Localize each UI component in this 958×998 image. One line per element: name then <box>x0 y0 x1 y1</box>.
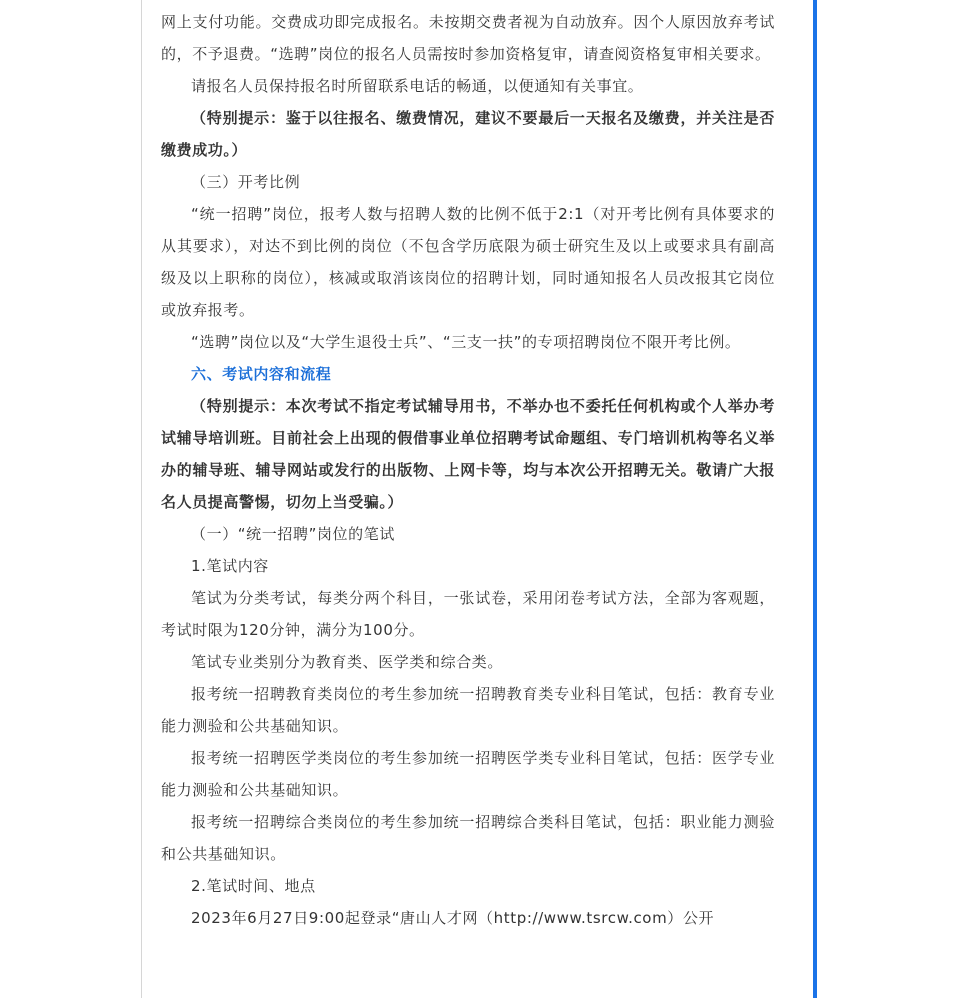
item-written-content: 1.笔试内容 <box>191 557 269 575</box>
paragraph-login-date: 2023年6月27日9:00起登录“唐山人才网（http://www.tsrcw.com）公开 <box>191 909 715 927</box>
article-content <box>161 6 775 934</box>
paragraph-contact: 请报名人员保持报名时所留联系电话的畅通，以便通知有关事宜。 <box>191 77 644 95</box>
special-notice-exam: （特别提示：本次考试不指定考试辅导用书，不举办也不委托任何机构或个人举办考试辅导培训班。目前社会上出现的假借事业单位招聘考试命题组、专门培训机构等名义举办的辅导班、辅导网站或发行的出版物、上网卡等，均与本次公开招聘无关。敬请广大报名人员提高警惕，切勿上当受骗。） <box>161 397 775 511</box>
subheading-exam-ratio: （三）开考比例 <box>191 173 301 191</box>
paragraph-payment: 网上支付功能。交费成功即完成报名。未按期交费者视为自动放弃。因个人原因放弃考试的，不予退费。“选聘”岗位的报名人员需按时参加资格复审，请查阅资格复审相关要求。 <box>161 13 775 63</box>
paragraph-exam-format: 笔试为分类考试，每类分两个科目，一张试卷，采用闭卷考试方法，全部为客观题，考试时限为120分钟，满分为100分。 <box>161 589 775 639</box>
paragraph-medical-category: 报考统一招聘医学类岗位的考生参加统一招聘医学类专业科目笔试，包括：医学专业能力测验和公共基础知识。 <box>161 749 775 799</box>
paragraph-ratio-rules: “统一招聘”岗位，报考人数与招聘人数的比例不低于2:1（对开考比例有具体要求的从其要求），对达不到比例的岗位（不包含学历底限为硕士研究生及以上或要求具有副高级及以上职称的岗位），核减或取消该岗位的招聘计划，同时通知报名人员改报其它岗位或放弃报考。 <box>161 205 775 319</box>
accent-bar <box>813 0 817 998</box>
subheading-written-exam: （一）“统一招聘”岗位的笔试 <box>191 525 395 543</box>
item-written-time-place: 2.笔试时间、地点 <box>191 877 316 895</box>
section-heading-exam-content: 六、考试内容和流程 <box>191 365 332 383</box>
paragraph-exam-categories: 笔试专业类别分为教育类、医学类和综合类。 <box>191 653 504 671</box>
special-notice-registration: （特别提示：鉴于以往报名、缴费情况，建议不要最后一天报名及缴费，并关注是否缴费成功。） <box>161 109 775 159</box>
paragraph-ratio-exceptions: “选聘”岗位以及“大学生退役士兵”、“三支一扶”的专项招聘岗位不限开考比例。 <box>191 333 741 351</box>
paragraph-general-category: 报考统一招聘综合类岗位的考生参加统一招聘综合类科目笔试，包括：职业能力测验和公共基础知识。 <box>161 813 775 863</box>
paragraph-education-category: 报考统一招聘教育类岗位的考生参加统一招聘教育类专业科目笔试，包括：教育专业能力测验和公共基础知识。 <box>161 685 775 735</box>
